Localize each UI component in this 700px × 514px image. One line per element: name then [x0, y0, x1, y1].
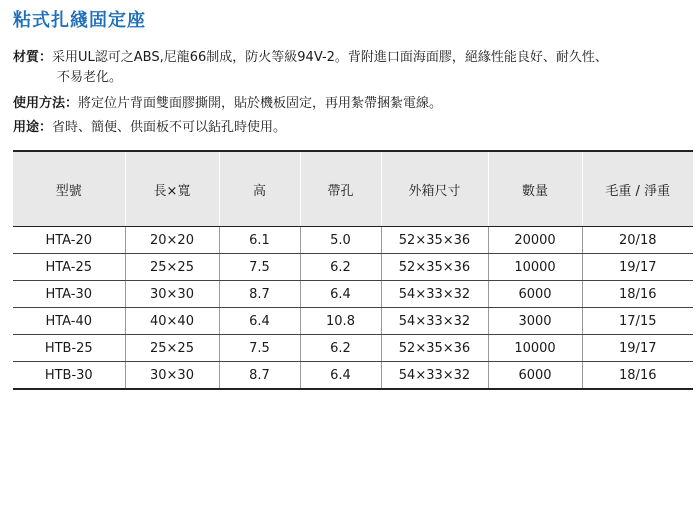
purpose-description — [13, 118, 286, 138]
table-row — [13, 362, 693, 390]
cell-hole: 6.2 — [300, 254, 381, 281]
table-row — [13, 227, 693, 254]
header-model: 型號 — [13, 151, 125, 227]
cell-model: HTA-25 — [13, 254, 125, 281]
cell-carton-size: 52×35×36 — [381, 227, 488, 254]
header-weight: 毛重 / 淨重 — [582, 151, 693, 227]
material-text-line2: 不易老化。 — [57, 70, 123, 85]
cell-weight: 17/15 — [582, 308, 693, 335]
header-size: 長×寬 — [125, 151, 219, 227]
cell-model: HTB-30 — [13, 362, 125, 390]
table-header-row — [13, 151, 693, 227]
cell-weight: 18/16 — [619, 367, 657, 383]
cell-height: 8.7 — [219, 362, 300, 390]
cell-hole: 6.4 — [300, 281, 381, 308]
cell-quantity: 6000 — [488, 362, 582, 390]
cell-carton-size: 54×33×32 — [381, 308, 488, 335]
cell-height: 6.4 — [219, 308, 300, 335]
cell-height: 8.7 — [219, 281, 300, 308]
cell-height: 6.1 — [219, 227, 300, 254]
usage-description — [13, 94, 442, 114]
header-quantity: 數量 — [488, 151, 582, 227]
cell-quantity: 10000 — [488, 335, 582, 362]
material-text-line1: 采用UL認可之ABS,尼龍66制成，防火等級94V-2。背附進口面海面膠，絕緣性能良好、耐久性、 — [52, 50, 608, 65]
page-title: 粘式扎綫固定座 — [13, 10, 146, 31]
cell-height: 7.5 — [219, 254, 300, 281]
cell-hole: 6.2 — [300, 335, 381, 362]
cell-size: 20×20 — [125, 227, 219, 254]
cell-size: 25×25 — [125, 335, 219, 362]
cell-hole: 10.8 — [300, 308, 381, 335]
table-row — [13, 308, 693, 335]
material-description — [13, 48, 608, 68]
cell-weight: 19/17 — [582, 254, 693, 281]
cell-model: HTB-25 — [13, 335, 125, 362]
cell-size: 30×30 — [125, 281, 219, 308]
cell-weight: 20/18 — [582, 227, 693, 254]
usage-text: 將定位片背面雙面膠撕開，貼於機板固定，再用紮帶捆紮電線。 — [78, 96, 443, 111]
spec-table — [13, 150, 693, 390]
cell-model: HTA-20 — [13, 227, 125, 254]
header-hole: 帶孔 — [300, 151, 381, 227]
cell-model: HTA-40 — [13, 308, 125, 335]
cell-weight: 19/17 — [582, 335, 693, 362]
cell-hole: 5.0 — [300, 227, 381, 254]
purpose-label: 用途： — [13, 120, 53, 135]
table-row — [13, 254, 693, 281]
cell-carton-size: 54×33×32 — [381, 362, 488, 390]
cell-carton-size: 54×33×32 — [381, 281, 488, 308]
header-height: 高 — [219, 151, 300, 227]
cell-size: 30×30 — [125, 362, 219, 390]
cell-hole: 6.4 — [300, 362, 381, 390]
header-carton-size: 外箱尺寸 — [381, 151, 488, 227]
cell-size: 40×40 — [125, 308, 219, 335]
table-row — [13, 281, 693, 308]
table-row — [13, 335, 693, 362]
table-body — [13, 227, 693, 390]
cell-quantity: 6000 — [488, 281, 582, 308]
usage-label: 使用方法： — [13, 96, 79, 111]
cell-model: HTA-30 — [13, 281, 125, 308]
cell-weight: 18/16 — [582, 281, 693, 308]
cell-carton-size: 52×35×36 — [381, 254, 488, 281]
cell-carton-size: 52×35×36 — [381, 335, 488, 362]
purpose-text: 省時、簡便、供面板不可以鉆孔時使用。 — [52, 120, 287, 135]
cell-quantity: 3000 — [488, 308, 582, 335]
material-label: 材質： — [13, 50, 53, 65]
cell-height: 7.5 — [219, 335, 300, 362]
cell-size: 25×25 — [125, 254, 219, 281]
cell-quantity: 10000 — [488, 254, 582, 281]
cell-quantity: 20000 — [488, 227, 582, 254]
